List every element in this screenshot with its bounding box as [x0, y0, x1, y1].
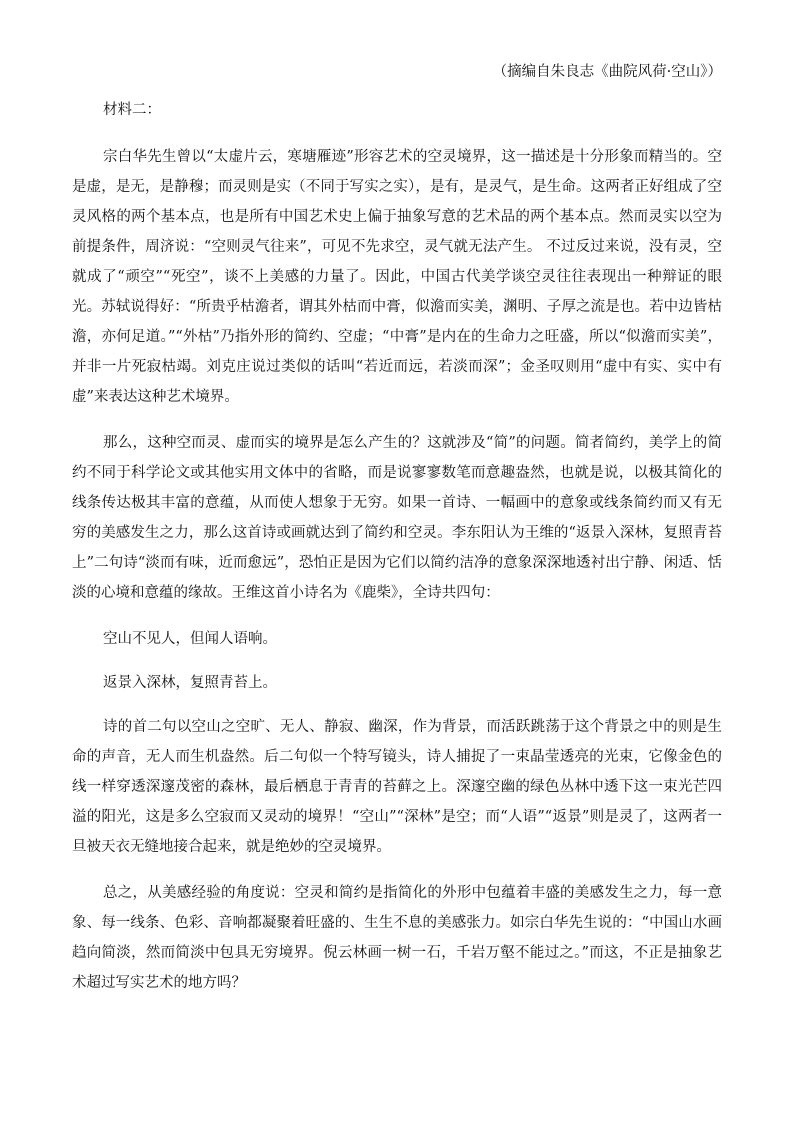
- source-citation: （摘编自朱良志《曲院风荷·空山》）: [492, 64, 722, 80]
- poem-line-1: 空山不见人，但闻人语响。: [103, 631, 277, 647]
- material-heading: 材料二：: [103, 102, 161, 118]
- poem-line-2: 返景入深林，复照青苔上。: [103, 675, 277, 691]
- paragraph-2: 那么，这种空而灵、虚而实的境界是怎么产生的？这就涉及“简”的问题。简者简约，美学上的简约不同于科学论文或其他实用文体中的省略，而是说寥寥数笔而意趣盎然，也就是说，以极其简化的线条传达极其丰富的意蕴，从而使人想象于无穷。如果一首诗、一幅画中的意象或线条简约而又有无穷的美感发生之力，那么这首诗或画就达到了简约和空灵。李东阳认为王维的“返景入深林，复照青苔上”二句诗“淡而有味，近而愈远”，恐怕正是因为它们以简约洁净的意象深深地透衬出宁静、闲适、恬淡的心境和意蕴的缘故。王维这首小诗名为《鹿柴》，全诗共四句：: [72, 435, 722, 601]
- document-page: [72, 58, 722, 1014]
- paragraph-1: 宗白华先生曾以“太虚片云，寒塘雁迹”形容艺术的空灵境界，这一描述是十分形象而精当的。空是虚，是无，是静穆；而灵则是实（不同于写实之实），是有，是灵气，是生命。这两者正好组成了空灵风格的两个基本点，也是所有中国艺术史上偏于抽象写意的艺术品的两个基本点。然而灵实以空为前提条件，周济说：“空则灵气往来”，可见不先求空，灵气就无法产生。 不过反过来说，没有灵，空就成了“顽空”“死空”，谈不上美感的力量了。因此，中国古代美学谈空灵往往表现出一种辩证的眼光。苏轼说得好：“所贵乎枯澹者，谓其外枯而中膏，似澹而实美，渊明、子厚之流是也。若中边皆枯澹，亦何足道。”“外枯”乃指外形的简约、空虚；“中膏”是内在的生命力之旺盛，所以“似澹而实美”，并非一片死寂枯竭。刘克庄说过类似的话叫“若近而远，若淡而深”；金圣叹则用“虚中有实、实中有虚”来表达这种艺术境界。: [72, 149, 722, 405]
- paragraph-3: 诗的首二句以空山之空旷、无人、静寂、幽深，作为背景，而活跃跳荡于这个背景之中的则是生命的声音，无人而生机盎然。后二句似一个特写镜头，诗人捕捉了一束晶莹透亮的光束，它像金色的线一样穿透深邃茂密的森林，最后栖息于青青的苔藓之上。深邃空幽的绿色丛林中透下这一束光芒四溢的阳光，这是多么空寂而又灵动的境界！“空山”“深林”是空；而“人语”“返景”则是灵了，这两者一旦被天衣无缝地接合起来，就是绝妙的空灵境界。: [72, 719, 722, 855]
- paragraph-4: 总之，从美感经验的角度说：空灵和简约是指简化的外形中包蕴着丰盛的美感发生之力，每一意象、每一线条、色彩、音响都凝聚着旺盛的、生生不息的美感张力。如宗白华先生说的：“中国山水画趋向简淡，然而简淡中包具无穷境界。倪云林画一树一石，千岩万壑不能过之。”而这，不正是抽象艺术超过写实艺术的地方吗？: [72, 885, 722, 991]
